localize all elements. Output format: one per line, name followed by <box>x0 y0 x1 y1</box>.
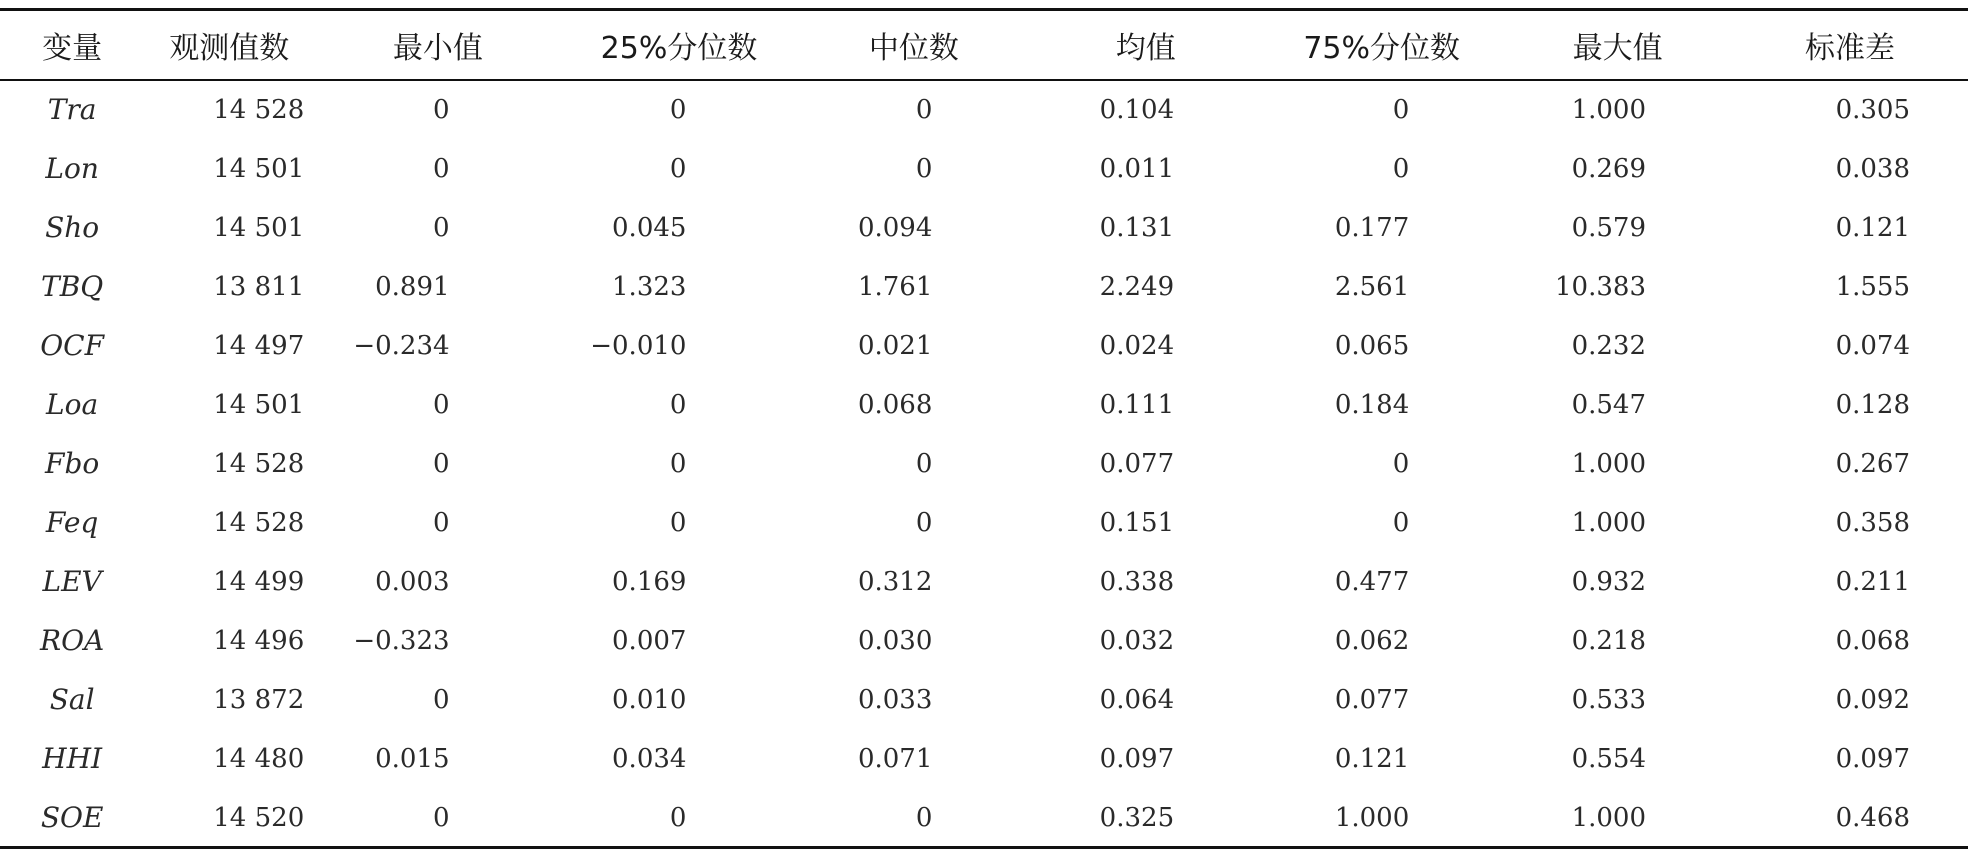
cell-p25: 0 <box>669 802 687 833</box>
cell-min: 0.015 <box>375 743 450 774</box>
cell-p75: 0.121 <box>1334 743 1410 774</box>
cell-observations: 14 520 <box>213 802 305 833</box>
table-header <box>0 10 1968 80</box>
table-row <box>0 139 1968 198</box>
table-row <box>0 729 1968 788</box>
cell-min: 0 <box>432 94 450 125</box>
cell-min: 0 <box>432 684 450 715</box>
header-p25: 25%分位数 <box>600 31 758 66</box>
cell-p25: 0 <box>669 94 687 125</box>
table-body <box>0 80 1968 847</box>
cell-min: 0 <box>432 802 450 833</box>
cell-max: 0.232 <box>1571 330 1646 361</box>
cell-max: 10.383 <box>1555 271 1646 302</box>
cell-observations: 14 528 <box>213 507 305 538</box>
cell-max: 1.000 <box>1571 94 1646 125</box>
cell-std: 0.092 <box>1835 684 1910 715</box>
cell-p75: 0 <box>1392 153 1410 184</box>
table-row <box>0 434 1968 493</box>
cell-max: 0.533 <box>1571 684 1646 715</box>
cell-observations: 14 480 <box>213 743 305 774</box>
cell-observations: 14 497 <box>213 330 305 361</box>
cell-median: 0.021 <box>857 330 933 361</box>
cell-p25: 0.007 <box>612 625 687 656</box>
cell-median: 0.030 <box>857 625 933 656</box>
cell-min: −0.323 <box>353 625 450 656</box>
cell-variable: Loa <box>46 388 99 421</box>
cell-variable: Lon <box>45 152 99 185</box>
cell-median: 1.761 <box>857 271 933 302</box>
cell-mean: 0.151 <box>1099 507 1175 538</box>
cell-mean: 0.131 <box>1099 212 1175 243</box>
cell-observations: 14 528 <box>213 94 305 125</box>
table-row <box>0 611 1968 670</box>
cell-observations: 14 501 <box>213 212 305 243</box>
cell-p75: 0 <box>1392 507 1410 538</box>
header-max: 最大值 <box>1572 31 1663 66</box>
cell-variable: Fbo <box>45 447 100 480</box>
cell-variable: ROA <box>39 624 105 657</box>
cell-median: 0 <box>915 94 933 125</box>
cell-p25: 0 <box>669 389 687 420</box>
cell-median: 0 <box>915 448 933 479</box>
table-row <box>0 493 1968 552</box>
cell-max: 0.579 <box>1571 212 1646 243</box>
cell-min: 0 <box>432 448 450 479</box>
table-row <box>0 552 1968 611</box>
cell-min: 0.003 <box>375 566 450 597</box>
cell-observations: 13 811 <box>213 271 305 302</box>
cell-p25: 1.323 <box>612 271 687 302</box>
header-p75: 75%分位数 <box>1303 31 1461 66</box>
cell-std: 0.121 <box>1835 212 1910 243</box>
cell-p25: 0 <box>669 507 687 538</box>
cell-variable: OCF <box>40 329 105 362</box>
cell-p75: 0.184 <box>1334 389 1410 420</box>
header-min: 最小值 <box>392 31 483 66</box>
cell-max: 0.554 <box>1571 743 1646 774</box>
cell-observations: 14 528 <box>213 448 305 479</box>
cell-p75: 0.477 <box>1334 566 1410 597</box>
cell-p75: 0.077 <box>1334 684 1410 715</box>
header-variable: 变量 <box>42 31 103 66</box>
cell-std: 0.074 <box>1835 330 1910 361</box>
cell-p25: 0.010 <box>612 684 687 715</box>
cell-variable: Sal <box>49 683 95 716</box>
cell-median: 0 <box>915 153 933 184</box>
table-row <box>0 788 1968 847</box>
header-mean: 均值 <box>1115 31 1176 66</box>
cell-mean: 0.077 <box>1099 448 1175 479</box>
table-row <box>0 257 1968 316</box>
cell-mean: 0.097 <box>1099 743 1175 774</box>
cell-p25: 0.169 <box>612 566 687 597</box>
cell-variable: Feq <box>45 506 99 539</box>
cell-p25: 0 <box>669 153 687 184</box>
cell-observations: 14 501 <box>213 389 305 420</box>
cell-mean: 0.325 <box>1099 802 1175 833</box>
cell-p25: 0 <box>669 448 687 479</box>
cell-mean: 0.024 <box>1099 330 1175 361</box>
cell-p75: 0.065 <box>1334 330 1410 361</box>
cell-std: 0.211 <box>1835 566 1910 597</box>
cell-observations: 14 501 <box>213 153 305 184</box>
cell-max: 0.932 <box>1571 566 1646 597</box>
cell-variable: LEV <box>42 565 102 598</box>
cell-min: 0.891 <box>375 271 450 302</box>
descriptive-statistics-table <box>0 10 1968 847</box>
cell-std: 0.267 <box>1835 448 1910 479</box>
table-row <box>0 80 1968 139</box>
cell-std: 0.097 <box>1835 743 1910 774</box>
cell-max: 1.000 <box>1571 507 1646 538</box>
cell-std: 0.305 <box>1835 94 1910 125</box>
cell-min: 0 <box>432 507 450 538</box>
cell-median: 0 <box>915 507 933 538</box>
cell-min: 0 <box>432 212 450 243</box>
cell-min: −0.234 <box>353 330 450 361</box>
cell-std: 0.468 <box>1835 802 1910 833</box>
header-std: 标准差 <box>1805 31 1895 66</box>
cell-min: 0 <box>432 153 450 184</box>
cell-median: 0.094 <box>857 212 933 243</box>
cell-std: 1.555 <box>1835 271 1910 302</box>
cell-p75: 1.000 <box>1334 802 1410 833</box>
cell-variable: Tra <box>47 93 97 126</box>
cell-p75: 0 <box>1392 448 1410 479</box>
cell-observations: 14 499 <box>213 566 305 597</box>
cell-mean: 0.064 <box>1099 684 1175 715</box>
cell-variable: HHI <box>42 742 103 775</box>
cell-mean: 0.032 <box>1099 625 1175 656</box>
cell-observations: 13 872 <box>213 684 305 715</box>
cell-p25: −0.010 <box>590 330 687 361</box>
cell-p25: 0.034 <box>612 743 687 774</box>
cell-observations: 14 496 <box>213 625 305 656</box>
cell-mean: 2.249 <box>1099 271 1175 302</box>
cell-std: 0.358 <box>1835 507 1910 538</box>
cell-variable: SOE <box>40 801 104 834</box>
cell-median: 0.071 <box>857 743 933 774</box>
cell-std: 0.128 <box>1835 389 1910 420</box>
cell-median: 0.068 <box>857 389 933 420</box>
cell-median: 0.033 <box>857 684 933 715</box>
cell-max: 1.000 <box>1571 802 1646 833</box>
cell-mean: 0.011 <box>1099 153 1175 184</box>
table-row <box>0 198 1968 257</box>
cell-p75: 2.561 <box>1334 271 1410 302</box>
cell-median: 0.312 <box>857 566 933 597</box>
table-row <box>0 670 1968 729</box>
table-row <box>0 316 1968 375</box>
header-row <box>0 10 1968 80</box>
cell-max: 0.218 <box>1571 625 1646 656</box>
cell-mean: 0.111 <box>1099 389 1175 420</box>
header-median: 中位数 <box>868 31 959 66</box>
cell-max: 1.000 <box>1571 448 1646 479</box>
cell-p75: 0 <box>1392 94 1410 125</box>
cell-p75: 0.062 <box>1334 625 1410 656</box>
cell-median: 0 <box>915 802 933 833</box>
cell-p75: 0.177 <box>1334 212 1410 243</box>
table-row <box>0 375 1968 434</box>
cell-mean: 0.104 <box>1099 94 1175 125</box>
cell-max: 0.269 <box>1571 153 1646 184</box>
header-observations: 观测值数 <box>169 31 290 66</box>
cell-variable: TBQ <box>41 270 104 303</box>
cell-std: 0.038 <box>1835 153 1910 184</box>
cell-min: 0 <box>432 389 450 420</box>
cell-variable: Sho <box>45 211 100 244</box>
cell-p25: 0.045 <box>612 212 687 243</box>
cell-mean: 0.338 <box>1099 566 1175 597</box>
cell-max: 0.547 <box>1571 389 1646 420</box>
cell-std: 0.068 <box>1835 625 1910 656</box>
